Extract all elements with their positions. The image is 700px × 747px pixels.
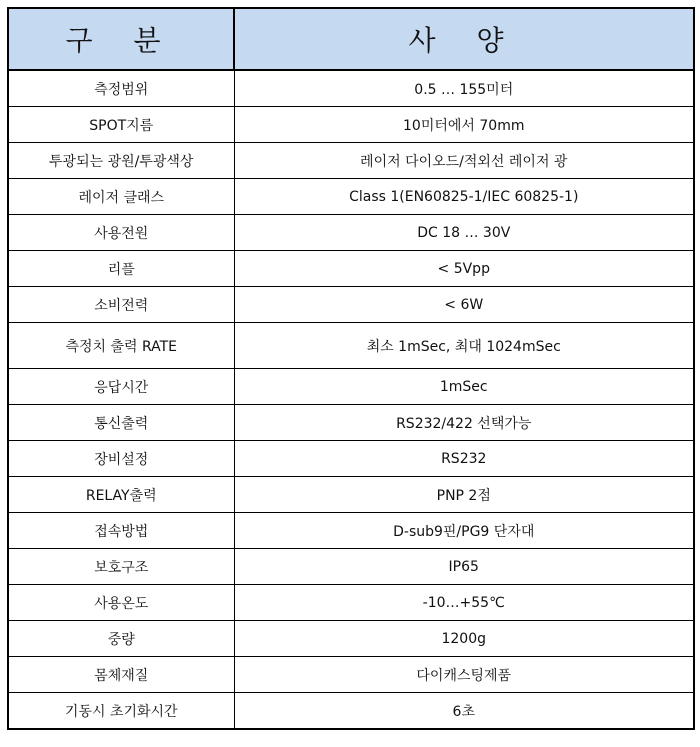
table-row bbox=[8, 107, 694, 143]
row-label: 장비설정 bbox=[8, 441, 234, 477]
table-row bbox=[8, 179, 694, 215]
row-label: 레이저 클래스 bbox=[8, 179, 234, 215]
table-row bbox=[8, 693, 694, 730]
row-label: 사용온도 bbox=[8, 585, 234, 621]
row-label: 소비전력 bbox=[8, 287, 234, 323]
row-value: 0.5 … 155미터 bbox=[234, 70, 694, 107]
row-value: DC 18 … 30V bbox=[234, 215, 694, 251]
row-label: 사용전원 bbox=[8, 215, 234, 251]
spec-table bbox=[7, 7, 695, 730]
row-label: 측정범위 bbox=[8, 70, 234, 107]
row-value: 1200g bbox=[234, 621, 694, 657]
table-row bbox=[8, 369, 694, 405]
row-value: 레이저 다이오드/적외선 레이저 광 bbox=[234, 143, 694, 179]
table-row bbox=[8, 70, 694, 107]
row-label: 접속방법 bbox=[8, 513, 234, 549]
table-row bbox=[8, 215, 694, 251]
row-label: SPOT지름 bbox=[8, 107, 234, 143]
table-row bbox=[8, 251, 694, 287]
row-value: 6초 bbox=[234, 693, 694, 730]
table-row bbox=[8, 143, 694, 179]
row-label: 보호구조 bbox=[8, 549, 234, 585]
row-value: 1mSec bbox=[234, 369, 694, 405]
row-label: 중량 bbox=[8, 621, 234, 657]
row-value: < 5Vpp bbox=[234, 251, 694, 287]
table-row bbox=[8, 549, 694, 585]
row-value: 최소 1mSec, 최대 1024mSec bbox=[234, 323, 694, 369]
header-category: 구 분 bbox=[8, 8, 234, 70]
table-row bbox=[8, 477, 694, 513]
row-label: 측정치 출력 RATE bbox=[8, 323, 234, 369]
row-label: 몸체재질 bbox=[8, 657, 234, 693]
header-specification: 사 양 bbox=[234, 8, 694, 70]
row-label: 응답시간 bbox=[8, 369, 234, 405]
row-value: 10미터에서 70mm bbox=[234, 107, 694, 143]
table-row bbox=[8, 621, 694, 657]
row-value: Class 1(EN60825-1/IEC 60825-1) bbox=[234, 179, 694, 215]
row-label: RELAY출력 bbox=[8, 477, 234, 513]
row-value: -10…+55℃ bbox=[234, 585, 694, 621]
header-row bbox=[8, 8, 694, 70]
table-row bbox=[8, 323, 694, 369]
row-label: 리플 bbox=[8, 251, 234, 287]
table-row bbox=[8, 657, 694, 693]
row-value: < 6W bbox=[234, 287, 694, 323]
table-row bbox=[8, 405, 694, 441]
row-value: D-sub9핀/PG9 단자대 bbox=[234, 513, 694, 549]
table-row bbox=[8, 585, 694, 621]
row-value: IP65 bbox=[234, 549, 694, 585]
row-label: 기동시 초기화시간 bbox=[8, 693, 234, 730]
table-row bbox=[8, 287, 694, 323]
table-row bbox=[8, 513, 694, 549]
row-value: RS232 bbox=[234, 441, 694, 477]
row-label: 통신출력 bbox=[8, 405, 234, 441]
row-value: 다이캐스팅제품 bbox=[234, 657, 694, 693]
row-value: RS232/422 선택가능 bbox=[234, 405, 694, 441]
table-row bbox=[8, 441, 694, 477]
row-value: PNP 2점 bbox=[234, 477, 694, 513]
row-label: 투광되는 광원/투광색상 bbox=[8, 143, 234, 179]
